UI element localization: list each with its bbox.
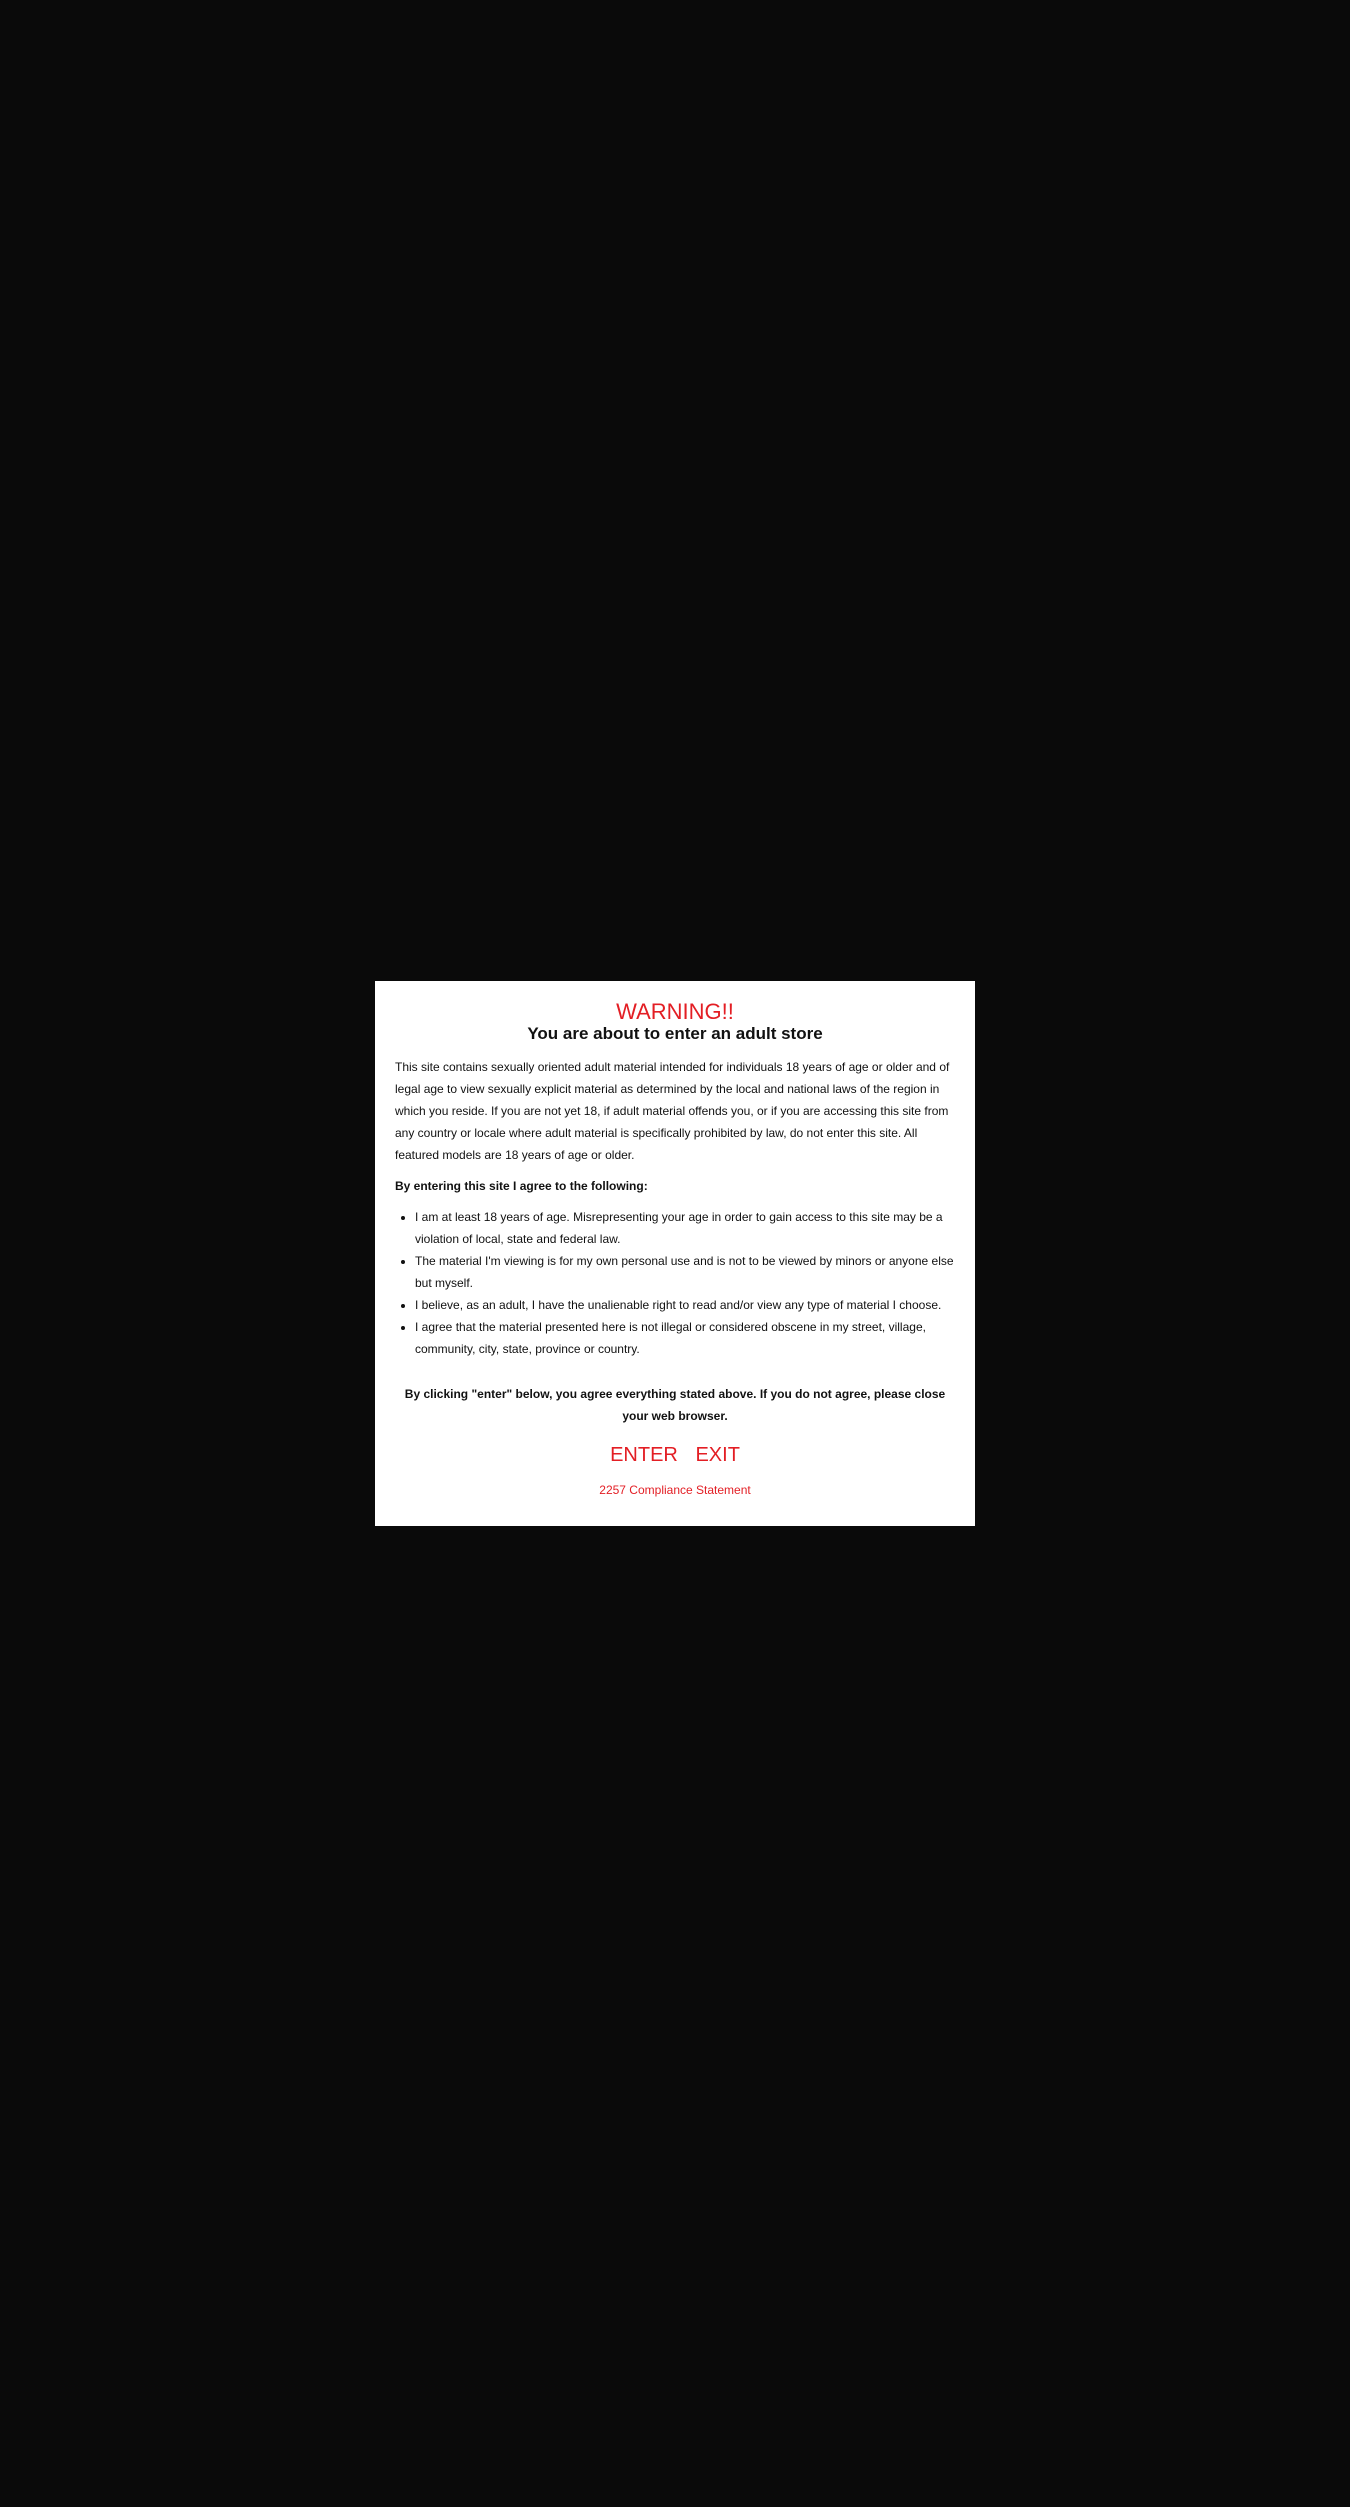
intro-text: This site contains sexually oriented adult material intended for individuals 18 years of age or older and of legal age to view sexually explicit material as determined by the local and national laws of the region in which you reside. If you are not yet 18, if adult material offends you, or if you are accessing this site from any country or locale where adult material is specifically prohibited by law, do not enter this site. All featured models are 18 years of age or older. [395, 1060, 950, 1162]
modal-heading: You are about to enter an adult store [527, 1024, 823, 1043]
enter-button[interactable]: ENTER [610, 1444, 678, 1466]
warning-title: WARNING!! [616, 999, 734, 1024]
modal-actions [395, 1443, 955, 1467]
agree-item: • The material I'm viewing is for my own personal use and is not to be viewed by minors or anyone else but myself. [415, 1250, 955, 1294]
agree-list [395, 1206, 955, 1360]
compliance-link[interactable]: 2257 Compliance Statement [599, 1483, 751, 1497]
agree-item: • I believe, as an adult, I have the unalienable right to read and/or view any type of material I choose. [415, 1294, 955, 1316]
agree-heading: By entering this site I agree to the following: [395, 1179, 648, 1193]
agree-item: • I am at least 18 years of age. Misrepresenting your age in order to gain access to this site may be a violation of local, state and federal law. [415, 1206, 955, 1250]
exit-button[interactable]: EXIT [695, 1444, 740, 1466]
compliance-row [395, 1482, 955, 1498]
confirm-text: By clicking "enter" below, you agree everything stated above. If you do not agree, please close your web browser. [404, 1387, 946, 1423]
age-verification-modal [375, 981, 975, 1526]
agree-item: • I agree that the material presented here is not illegal or considered obscene in my street, village, community, city, state, province or country. [415, 1316, 955, 1360]
